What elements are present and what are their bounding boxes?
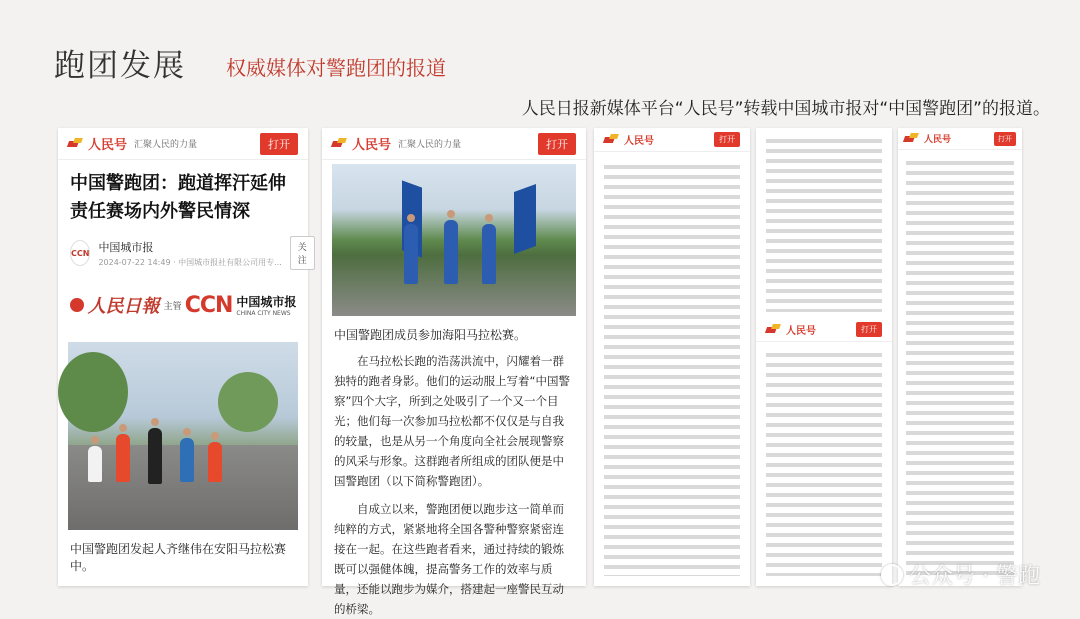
media-logos <box>58 270 308 318</box>
article-screenshot-3 <box>594 128 750 586</box>
watermark <box>881 559 1040 590</box>
article-screenshot-4 <box>756 128 892 586</box>
wechat-account-icon <box>881 564 903 586</box>
article-screenshot-5 <box>898 128 1022 586</box>
article-screenshot-2 <box>322 128 586 616</box>
author-row <box>58 226 308 270</box>
brand-name: 人民号 <box>352 138 392 153</box>
renminhao-logo-icon <box>332 138 348 150</box>
author-name[interactable]: 中国城市报 <box>98 240 154 254</box>
brand-name: 人民号 <box>624 136 654 147</box>
app-bar-3 <box>594 128 750 152</box>
renminhao-logo-icon <box>766 324 782 336</box>
photo-caption-1: 中国警跑团发起人齐继伟在安阳马拉松赛中。 <box>70 542 287 573</box>
dense-text-lines <box>604 162 740 576</box>
open-app-button[interactable]: 打开 <box>994 132 1016 146</box>
app-bar-5 <box>898 128 1022 150</box>
article-title: 中国警跑团：跑道挥汗延伸责任赛场内外警民情深 <box>70 173 286 222</box>
brand <box>68 134 197 153</box>
renminhao-logo-icon <box>68 138 84 150</box>
dense-text-lines <box>906 158 1014 576</box>
slide-subtitle: 权威媒体对警跑团的报道 <box>226 56 446 80</box>
ccn-logo <box>185 293 297 318</box>
open-app-button[interactable]: 打开 <box>260 133 298 155</box>
brand-name: 人民号 <box>88 138 128 153</box>
avatar[interactable]: CCN <box>70 240 90 266</box>
renminhao-logo-icon <box>604 134 620 146</box>
rmrb-logo <box>70 292 182 318</box>
dense-text-lines-2 <box>766 350 882 576</box>
rmrb-sponsor-text: 主管 <box>163 301 182 312</box>
emblem-icon <box>70 298 84 312</box>
ccn-name-en: CHINA CITY NEWS <box>236 310 291 317</box>
app-bar-2 <box>322 128 586 160</box>
rmrb-logo-text: 人民日報 <box>87 296 160 317</box>
watermark-text: 公众号 · 警跑 <box>909 564 1040 589</box>
open-app-button[interactable]: 打开 <box>538 133 576 155</box>
brand-slogan: 汇聚人民的力量 <box>398 140 462 150</box>
article-screenshot-1 <box>58 128 308 586</box>
ccn-name-cn: 中国城市报 <box>236 295 297 309</box>
ccn-mark: CCN <box>184 292 233 318</box>
article-paragraph-2: 自成立以来，警跑团便以跑步这一简单而纯粹的方式，紧紧地将全国各警种警察紧密连接在一起。在这些跑者看来，通过持续的锻炼既可以强健体魄，提高警务工作的效率与质量，还能以跑步为媒介，搭建起一座警民互动的桥梁。 <box>334 502 564 616</box>
open-app-button[interactable]: 打开 <box>856 322 882 337</box>
dense-text-lines <box>766 136 882 312</box>
brand-slogan: 汇聚人民的力量 <box>134 140 198 150</box>
marathon-photo-anyang <box>68 342 298 530</box>
renminhao-logo-icon <box>904 133 920 145</box>
brand-name: 人民号 <box>786 326 816 337</box>
slide-caption: 人民日报新媒体平台“人民号”转载中国城市报对“中国警跑团”的报道。 <box>521 99 1050 119</box>
publish-time: 2024-07-22 14:49 · 中国城市报社有限公司用专... <box>98 257 282 267</box>
app-bar <box>58 128 308 160</box>
article-paragraph-1: 在马拉松长跑的浩荡洪流中，闪耀着一群独特的跑者身影。他们的运动服上写着“中国警察”四个大字，所到之处吸引了一个又一个目光；他们每一次参加马拉松都不仅仅是与自我的较量，也是从另一个角度向全社会展现警察的风采与形象。这群跑者所组成的团队便是中国警跑团（以下简称警跑团）。 <box>334 354 570 488</box>
photo-caption-2: 中国警跑团成员参加海阳马拉松赛。 <box>334 328 527 342</box>
open-app-button[interactable]: 打开 <box>714 132 740 147</box>
follow-button[interactable]: 关注 <box>290 236 315 270</box>
brand-name: 人民号 <box>924 135 952 145</box>
app-bar-4 <box>756 318 892 342</box>
slide-title: 跑团发展 <box>54 48 186 84</box>
marathon-photo-haiyang <box>332 164 576 316</box>
